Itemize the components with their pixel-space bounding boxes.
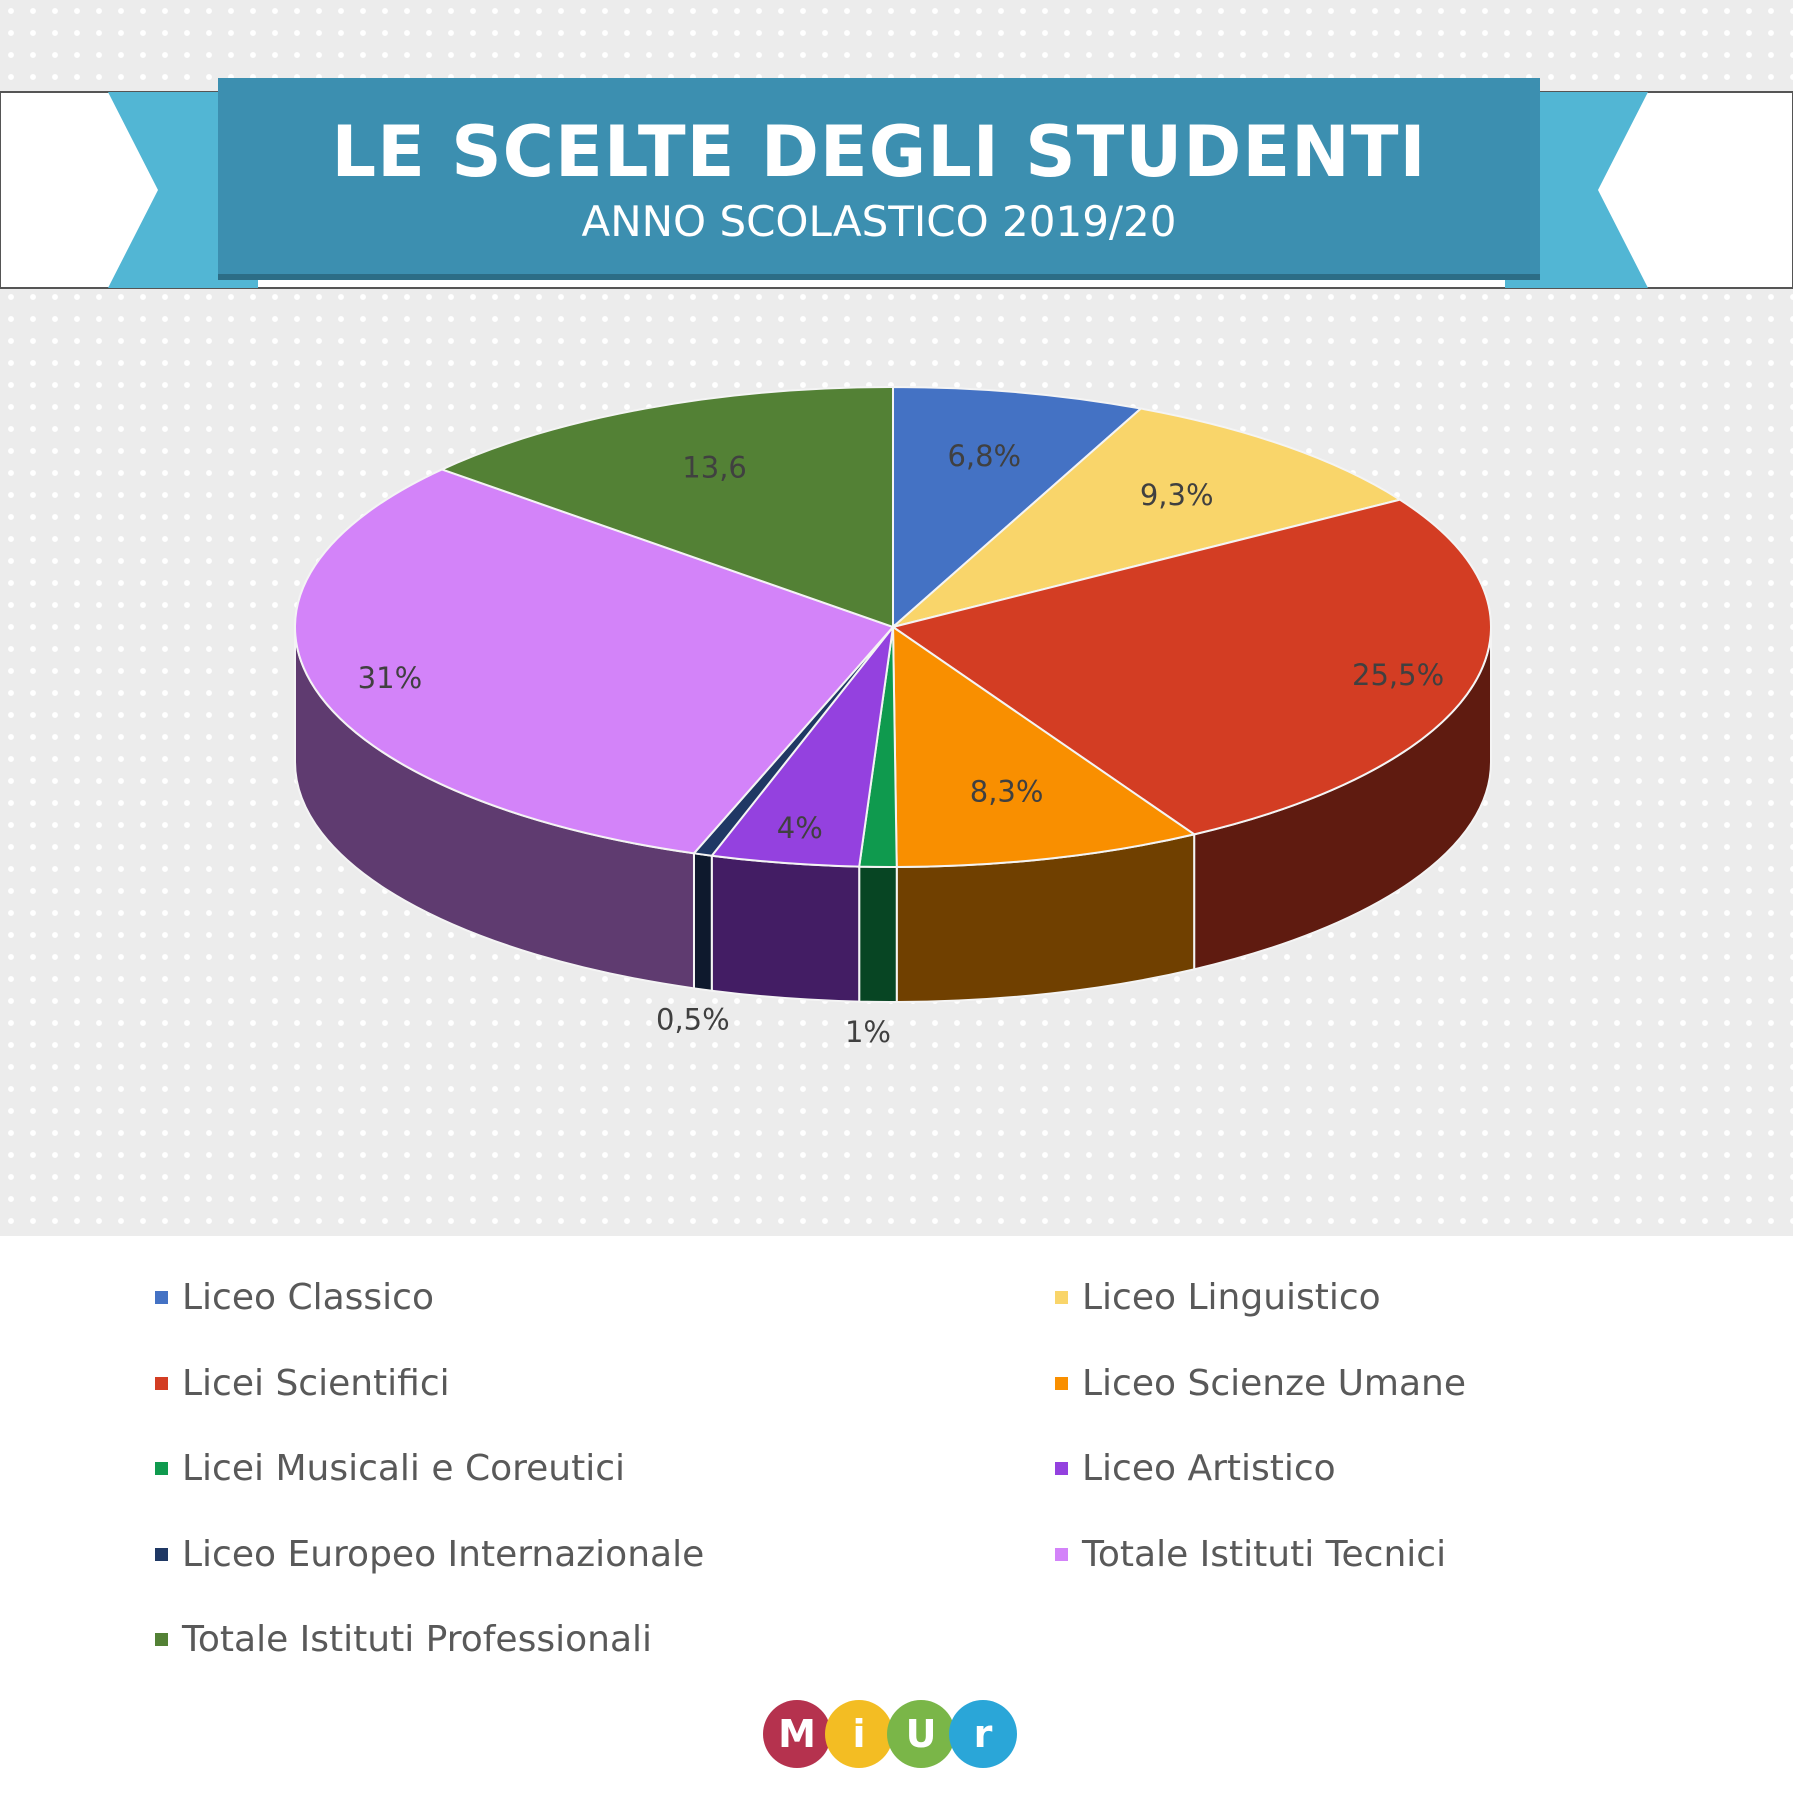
logo-letter: r <box>949 1700 1017 1768</box>
chart-subtitle: ANNO SCOLASTICO 2019/20 <box>581 197 1177 246</box>
logo-letter: i <box>825 1700 893 1768</box>
legend-swatch <box>1055 1462 1068 1475</box>
legend-item <box>155 1426 1055 1512</box>
data-label: 1% <box>844 1014 891 1049</box>
legend-label: Liceo Classico <box>182 1277 434 1319</box>
data-label: 8,3% <box>969 774 1044 809</box>
legend-swatch <box>1055 1548 1068 1561</box>
legend-item <box>1055 1426 1715 1512</box>
data-label: 9,3% <box>1139 478 1214 513</box>
legend-item <box>155 1341 1055 1427</box>
legend-swatch <box>1055 1291 1068 1304</box>
legend-item <box>1055 1512 1715 1598</box>
pie-side-7 <box>694 853 712 990</box>
legend-swatch <box>155 1291 168 1304</box>
legend-swatch <box>1055 1377 1068 1390</box>
legend-item <box>1055 1341 1715 1427</box>
logo-letter: M <box>763 1700 831 1768</box>
data-label: 0,5% <box>656 1002 730 1037</box>
pie-side-6 <box>712 856 859 1002</box>
data-label: 13,6 <box>682 450 747 485</box>
legend-item <box>155 1512 1055 1598</box>
legend-label: Liceo Linguistico <box>1082 1277 1381 1319</box>
legend-label: Liceo Scienze Umane <box>1082 1362 1467 1404</box>
legend-swatch <box>155 1548 168 1561</box>
pie-side-5 <box>859 867 897 1002</box>
miur-logo <box>763 1700 1019 1770</box>
legend-label: Totale Istituti Professionali <box>182 1619 653 1661</box>
legend-item <box>155 1597 1055 1683</box>
legend-label: Liceo Artistico <box>1082 1448 1336 1490</box>
data-label: 31% <box>357 661 423 696</box>
chart-legend <box>155 1255 1715 1683</box>
logo-letter: U <box>887 1700 955 1768</box>
legend-item <box>155 1255 1055 1341</box>
legend-item <box>1055 1255 1715 1341</box>
legend-label: Liceo Europeo Internazionale <box>182 1533 705 1575</box>
legend-label: Licei Scientifici <box>182 1362 450 1404</box>
legend-label: Totale Istituti Tecnici <box>1082 1533 1447 1575</box>
legend-swatch <box>155 1462 168 1475</box>
data-label: 25,5% <box>1352 658 1445 693</box>
legend-swatch <box>155 1633 168 1646</box>
chart-title: LE SCELTE DEGLI STUDENTI <box>331 111 1427 193</box>
pie-top <box>295 387 1491 867</box>
data-label: 4% <box>776 810 823 845</box>
data-label: 6,8% <box>947 439 1022 474</box>
legend-swatch <box>155 1377 168 1390</box>
legend-label: Licei Musicali e Coreutici <box>182 1448 626 1490</box>
